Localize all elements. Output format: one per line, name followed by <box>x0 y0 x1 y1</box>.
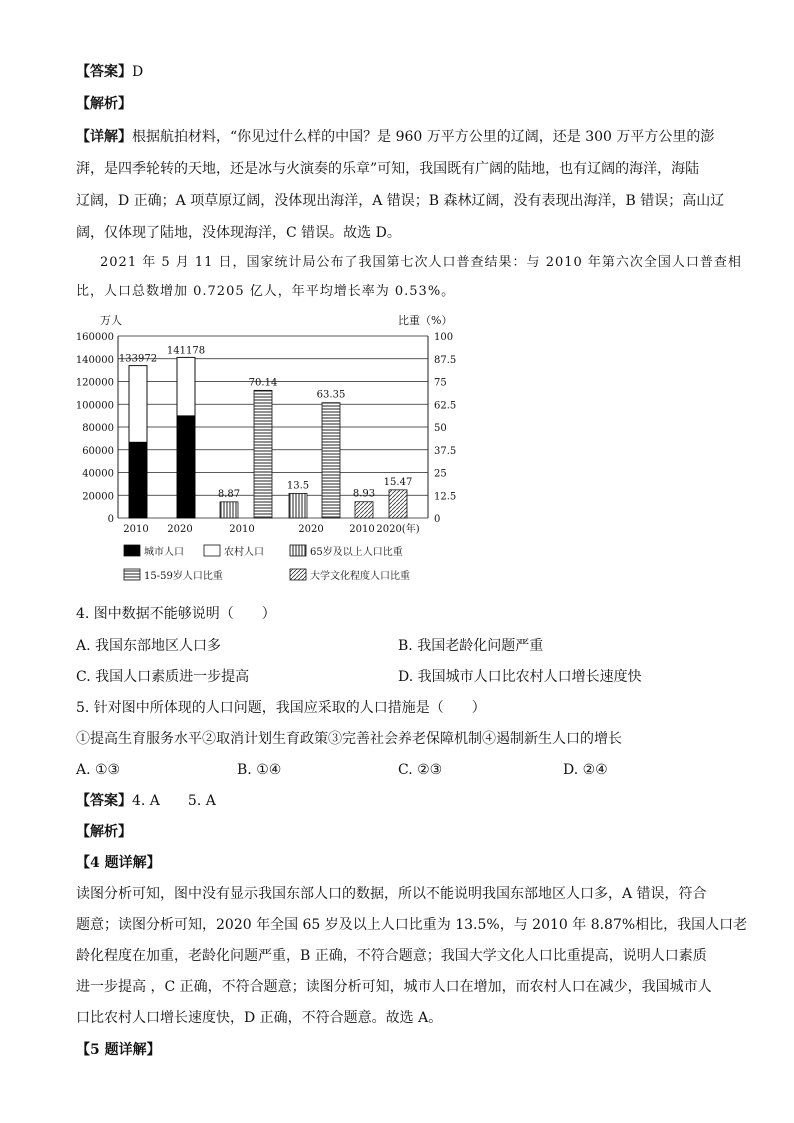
analysis-label: 【解析】 <box>76 96 132 112</box>
right-tick-label: 87.5 <box>434 354 456 366</box>
left-axis-unit: 万人 <box>100 314 122 327</box>
detail-4-line: 进一步提高 ，C 正确，不符合题意；读图分析可知，城市人口在增加，而农村人口在减少，我国城市人 <box>76 979 712 995</box>
left-tick-label: 80000 <box>82 423 114 434</box>
legend-swatch <box>290 569 306 580</box>
x-tick-label: 2010 <box>123 524 149 535</box>
x-tick-label: 2010 <box>349 524 375 535</box>
analysis-label: 【解析】 <box>76 824 132 840</box>
ratio-bar-label: 63.35 <box>316 389 346 401</box>
material-line: 比，人口总数增加 0.7205 亿人，年平均增长率为 0.53%。 <box>76 284 456 299</box>
x-tick-label: 2020 <box>167 524 193 535</box>
x-tick-label: 2020 <box>298 524 324 535</box>
q5-option-c[interactable]: C. ②③ <box>398 762 443 778</box>
detail-line: 辽阔，D 正确；A 项草原辽阔，没体现出海洋，A 错误；B 森林辽阔，没有表现出海洋，B 错误；高山辽 <box>76 193 725 209</box>
detail-4-tag: 【4 题详解】 <box>76 855 161 871</box>
right-tick-label: 50 <box>434 423 447 434</box>
right-tick-label: 75 <box>434 377 447 389</box>
q4-option-c[interactable]: C. 我国人口素质进一步提高 <box>76 669 250 685</box>
urban-population-bar <box>129 442 147 518</box>
legend-label: 15-59岁人口比重 <box>144 571 223 582</box>
ratio-bar <box>220 502 238 518</box>
q4-option-d[interactable]: D. 我国城市人口比农村人口增长速度快 <box>398 669 642 685</box>
legend-label: 农村人口 <box>224 547 264 558</box>
ratio-bar <box>389 490 407 518</box>
answer-value: D <box>132 64 144 80</box>
population-chart <box>76 306 456 596</box>
legend-label: 城市人口 <box>144 547 184 558</box>
ratio-bar-label: 8.93 <box>352 488 376 500</box>
left-tick-label: 40000 <box>82 468 114 480</box>
x-tick-label: 2020(年) <box>376 524 420 535</box>
detail-4-line: 读图分析可知，图中没有显示我国东部人口的数据，所以不能说明我国东部地区人口多，A 错误，符合 <box>76 886 707 902</box>
answer-tag: 【答案】 <box>76 793 132 809</box>
q4-option-b[interactable]: B. 我国老龄化问题严重 <box>398 638 544 654</box>
right-tick-label: 25 <box>434 468 447 480</box>
detail-5-tag: 【5 题详解】 <box>76 1042 161 1058</box>
legend-swatch <box>124 569 140 580</box>
q5-option-d[interactable]: D. ②④ <box>563 762 608 778</box>
legend-swatch <box>124 545 140 556</box>
detail-line: 湃，是四季轮转的天地，还是冰与火演奏的乐章”可知，我国既有广阔的陆地，也有辽阔的海洋，海陆 <box>76 161 700 177</box>
answer-tag: 【答案】 <box>76 64 132 80</box>
detail-line: 阔，仅体现了陆地，没体现海洋，C 错误。故选 D。 <box>76 225 401 241</box>
ratio-bar <box>355 502 373 518</box>
left-tick-label: 120000 <box>76 377 114 389</box>
detail-line: 【详解】根据航拍材料，“你见过什么样的中国？是 960 万平方公里的辽阔，还是 300 万平方公里的澎 <box>76 129 715 145</box>
legend-label: 65岁及以上人口比重 <box>310 547 403 558</box>
ratio-bar-label: 70.14 <box>248 377 278 389</box>
right-tick-label: 0 <box>434 514 441 525</box>
x-tick-label: 2010 <box>229 524 255 535</box>
ratio-bar <box>254 390 272 518</box>
legend-swatch <box>290 545 306 556</box>
q5-items: ①提高生育服务水平②取消计划生育政策③完善社会养老保障机制④遏制新生人口的增长 <box>76 731 622 747</box>
q5-option-b[interactable]: B. ①④ <box>237 762 282 778</box>
q5-stem: 5. 针对图中所体现的人口问题，我国应采取的人口措施是（ ） <box>76 700 486 716</box>
q4-option-a[interactable]: A. 我国东部地区人口多 <box>76 638 222 654</box>
urban-population-bar <box>177 415 195 518</box>
left-tick-label: 0 <box>107 514 114 525</box>
ratio-bar <box>322 403 340 518</box>
ratio-bar-label: 13.5 <box>286 480 310 492</box>
material-line: 2021 年 5 月 11 日，国家统计局公布了我国第七次人口普查结果：与 2010 年第六次全国人口普查相 <box>100 255 742 270</box>
right-tick-label: 12.5 <box>434 491 456 503</box>
right-tick-label: 62.5 <box>434 400 456 412</box>
total-population-label: 141178 <box>166 345 206 357</box>
answer-line-2 <box>76 791 216 811</box>
left-tick-label: 140000 <box>76 354 114 366</box>
answer-line-1 <box>76 62 143 82</box>
left-tick-label: 160000 <box>76 332 114 343</box>
legend-swatch <box>204 545 220 556</box>
q5-option-a[interactable]: A. ①③ <box>76 762 121 778</box>
right-axis-unit: 比重（%） <box>398 314 453 327</box>
ratio-bar <box>289 493 307 518</box>
q4-stem: 4. 图中数据不能够说明（ ） <box>76 606 276 622</box>
left-tick-label: 100000 <box>76 400 114 412</box>
ratio-bar-label: 15.47 <box>383 476 413 488</box>
detail-4-line: 题意；读图分析可知，2020 年全国 65 岁及以上人口比重为 13.5%，与 2010 年 8.87%相比，我国人口老 <box>76 917 748 933</box>
legend-label: 大学文化程度人口比重 <box>310 571 410 582</box>
total-population-label: 133972 <box>118 353 158 365</box>
left-tick-label: 60000 <box>82 445 114 457</box>
right-tick-label: 37.5 <box>434 445 456 457</box>
detail-4-line: 龄化程度在加重，老龄化问题严重，B 正确，不符合题意；我国大学文化人口比重提高，说明人口素质 <box>76 948 707 964</box>
right-tick-label: 100 <box>434 332 454 343</box>
detail-4-line: 口比农村人口增长速度快，D 正确，不符合题意。故选 A。 <box>76 1010 443 1026</box>
detail-tag: 【详解】 <box>76 129 132 145</box>
ratio-bar-label: 8.87 <box>217 488 241 500</box>
answer-value: 4. A 5. A <box>132 793 216 809</box>
left-tick-label: 20000 <box>82 491 114 503</box>
